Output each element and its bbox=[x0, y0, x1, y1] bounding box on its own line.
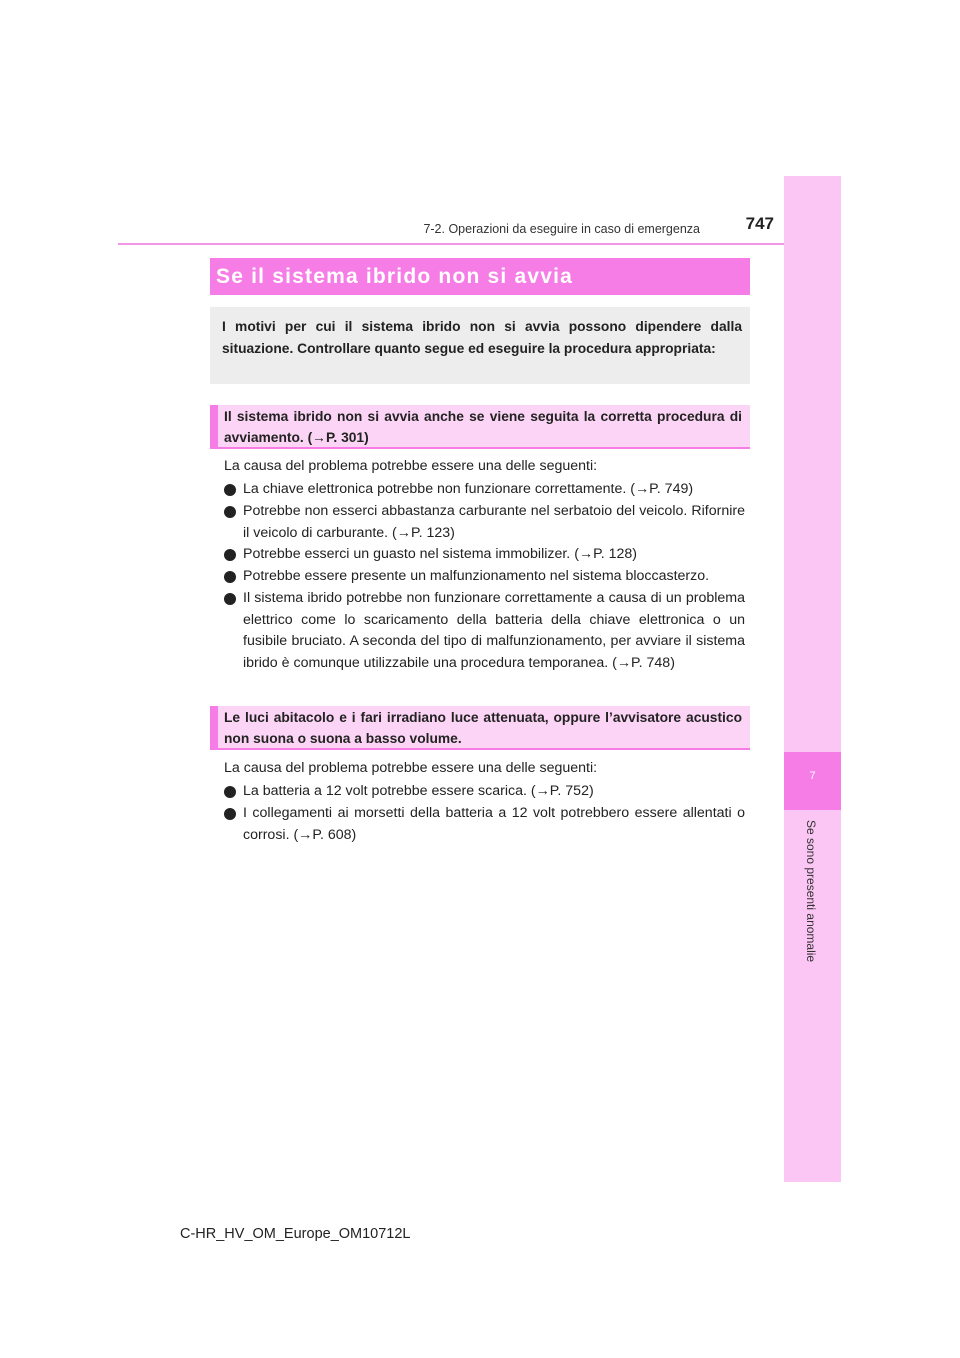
intro-box: I motivi per cui il sistema ibrido non si avvia possono dipendere dalla situazione. Controllare quanto segue ed eseguire la procedura appropriata: bbox=[210, 307, 750, 384]
chapter-number: 7 bbox=[809, 770, 816, 782]
chapter-label: Se sono presenti anomalie bbox=[804, 820, 818, 963]
section-heading-2: Le luci abitacolo e i fari irradiano luce attenuata, oppure l’avvisatore acustico non suona o suona a basso volume. bbox=[210, 706, 750, 750]
bullet-icon bbox=[224, 593, 236, 605]
page-title: Se il sistema ibrido non si avvia bbox=[210, 258, 750, 295]
bullet-icon bbox=[224, 808, 236, 820]
section-2-lead: La causa del problema potrebbe essere una delle seguenti: bbox=[224, 760, 598, 776]
list-item: La batteria a 12 volt potrebbe essere scarica. (→P. 752) bbox=[243, 783, 594, 799]
side-tab bbox=[784, 176, 841, 1182]
list-item: Potrebbe esserci un guasto nel sistema immobilizer. (→P. 128) bbox=[243, 546, 638, 562]
section-heading-1: Il sistema ibrido non si avvia anche se viene seguita la corretta procedura di avviamento. (→P. 301) bbox=[210, 405, 750, 449]
list-item: Potrebbe essere presente un malfunzionamento nel sistema bloccasterzo. bbox=[243, 568, 710, 584]
bullet-icon bbox=[224, 549, 236, 561]
page-number: 747 bbox=[745, 214, 774, 233]
list-item: Potrebbe non esserci abbastanza carburante nel serbatoio del veicolo. Rifornire il veicolo di carburante. (→P. 123) bbox=[243, 503, 745, 541]
header-rule bbox=[118, 243, 784, 245]
bullet-icon bbox=[224, 484, 236, 496]
list-item: Il sistema ibrido potrebbe non funzionare correttamente a causa di un problema elettrico come lo scaricamento della batteria della chiave elettronica o un fusibile bruciato. A seconda del tipo di malfunzionamento, per avviare il sistema ibrido è comunque utilizzabile una procedura temporanea. (→P. 748) bbox=[243, 590, 745, 671]
list-item: La chiave elettronica potrebbe non funzionare correttamente. (→P. 749) bbox=[243, 481, 694, 497]
section-1-lead: La causa del problema potrebbe essere una delle seguenti: bbox=[224, 458, 598, 474]
bullet-icon bbox=[224, 786, 236, 798]
list-item: I collegamenti ai morsetti della batteria a 12 volt potrebbero essere allentati o corrosi. (→P. 608) bbox=[243, 805, 745, 843]
bullet-icon bbox=[224, 506, 236, 518]
bullet-icon bbox=[224, 571, 236, 583]
document-code: C-HR_HV_OM_Europe_OM10712L bbox=[180, 1226, 411, 1242]
section-header: 7-2. Operazioni da eseguire in caso di emergenza bbox=[423, 222, 700, 236]
